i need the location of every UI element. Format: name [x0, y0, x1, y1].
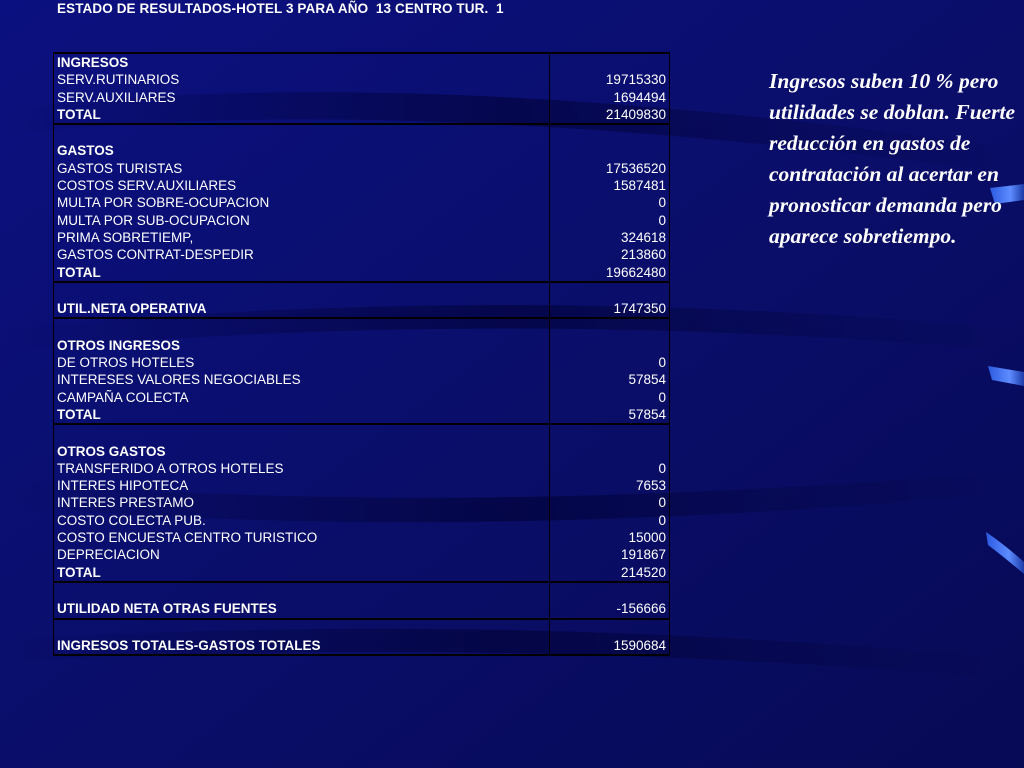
- row-label: CAMPAÑA COLECTA: [54, 389, 550, 406]
- row-value: [550, 282, 670, 300]
- row-label: [54, 424, 550, 442]
- row-value: 1590684: [550, 637, 670, 655]
- row-value: 0: [550, 194, 670, 211]
- table-row: [54, 460, 670, 477]
- row-value: 0: [550, 354, 670, 371]
- row-value: 1587481: [550, 177, 670, 194]
- table-row: [54, 443, 670, 460]
- row-label: [54, 282, 550, 300]
- spacer-row: [54, 282, 670, 300]
- table-row: [54, 512, 670, 529]
- row-label: TOTAL: [54, 564, 550, 582]
- table-row: [54, 300, 670, 318]
- row-label: [54, 124, 550, 142]
- spacer-row: [54, 124, 670, 142]
- row-label: TOTAL: [54, 264, 550, 282]
- row-value: [550, 53, 670, 71]
- row-value: [550, 318, 670, 336]
- row-value: 15000: [550, 529, 670, 546]
- income-statement-table: [53, 52, 670, 656]
- statement-title: ESTADO DE RESULTADOS-HOTEL 3 PARA AÑO 13 CENTRO TUR. 1: [57, 1, 504, 16]
- row-label: OTROS GASTOS: [54, 443, 550, 460]
- table-row: [54, 53, 670, 71]
- spacer-row: [54, 318, 670, 336]
- table-row: [54, 264, 670, 282]
- row-value: 19662480: [550, 264, 670, 282]
- row-label: COSTO ENCUESTA CENTRO TURISTICO: [54, 529, 550, 546]
- row-value: 0: [550, 494, 670, 511]
- row-value: 191867: [550, 546, 670, 563]
- table-row: [54, 389, 670, 406]
- spacer-row: [54, 424, 670, 442]
- row-label: INTERES PRESTAMO: [54, 494, 550, 511]
- table-row: [54, 477, 670, 494]
- row-value: 57854: [550, 406, 670, 424]
- table-row: [54, 229, 670, 246]
- row-value: [550, 619, 670, 637]
- row-label: [54, 582, 550, 600]
- row-label: SERV.RUTINARIOS: [54, 71, 550, 88]
- row-label: GASTOS TURISTAS: [54, 160, 550, 177]
- row-label: [54, 619, 550, 637]
- row-value: 17536520: [550, 160, 670, 177]
- table-row: [54, 142, 670, 159]
- row-label: DEPRECIACION: [54, 546, 550, 563]
- row-label: GASTOS: [54, 142, 550, 159]
- row-label: INGRESOS TOTALES-GASTOS TOTALES: [54, 637, 550, 655]
- table-row: [54, 337, 670, 354]
- row-label: SERV.AUXILIARES: [54, 89, 550, 106]
- table-row: [54, 71, 670, 88]
- row-label: TOTAL: [54, 106, 550, 124]
- spacer-row: [54, 582, 670, 600]
- table-row: [54, 546, 670, 563]
- table-row: [54, 637, 670, 655]
- row-label: TRANSFERIDO A OTROS HOTELES: [54, 460, 550, 477]
- table-row: [54, 600, 670, 618]
- table-row: [54, 212, 670, 229]
- row-label: MULTA POR SUB-OCUPACION: [54, 212, 550, 229]
- table-row: [54, 106, 670, 124]
- row-value: 19715330: [550, 71, 670, 88]
- row-label: COSTOS SERV.AUXILIARES: [54, 177, 550, 194]
- row-label: DE OTROS HOTELES: [54, 354, 550, 371]
- row-label: COSTO COLECTA PUB.: [54, 512, 550, 529]
- row-value: 1694494: [550, 89, 670, 106]
- row-value: [550, 124, 670, 142]
- table-row: [54, 371, 670, 388]
- table-row: [54, 529, 670, 546]
- commentary-note: Ingresos suben 10 % pero utilidades se doblan. Fuerte reducción en gastos de contratación al acertar en pronosticar demanda pero aparece sobretiempo.: [769, 69, 1016, 248]
- row-value: 214520: [550, 564, 670, 582]
- row-label: INGRESOS: [54, 53, 550, 71]
- row-value: [550, 582, 670, 600]
- row-label: PRIMA SOBRETIEMP,: [54, 229, 550, 246]
- row-value: -156666: [550, 600, 670, 618]
- row-label: [54, 318, 550, 336]
- row-label: UTIL.NETA OPERATIVA: [54, 300, 550, 318]
- row-value: 0: [550, 460, 670, 477]
- table-row: [54, 194, 670, 211]
- row-label: INTERES HIPOTECA: [54, 477, 550, 494]
- row-value: 0: [550, 512, 670, 529]
- row-value: 57854: [550, 371, 670, 388]
- row-value: [550, 424, 670, 442]
- row-value: 324618: [550, 229, 670, 246]
- row-value: 7653: [550, 477, 670, 494]
- row-value: [550, 337, 670, 354]
- row-value: [550, 443, 670, 460]
- table-row: [54, 89, 670, 106]
- row-value: 21409830: [550, 106, 670, 124]
- table-row: [54, 354, 670, 371]
- spacer-row: [54, 619, 670, 637]
- row-value: 0: [550, 212, 670, 229]
- table-row: [54, 494, 670, 511]
- row-label: UTILIDAD NETA OTRAS FUENTES: [54, 600, 550, 618]
- table-row: [54, 564, 670, 582]
- row-label: GASTOS CONTRAT-DESPEDIR: [54, 246, 550, 263]
- table-row: [54, 160, 670, 177]
- row-label: INTERESES VALORES NEGOCIABLES: [54, 371, 550, 388]
- table-row: [54, 177, 670, 194]
- row-value: 0: [550, 389, 670, 406]
- row-label: OTROS INGRESOS: [54, 337, 550, 354]
- table-row: [54, 406, 670, 424]
- row-value: 1747350: [550, 300, 670, 318]
- row-label: MULTA POR SOBRE-OCUPACION: [54, 194, 550, 211]
- row-label: TOTAL: [54, 406, 550, 424]
- row-value: 213860: [550, 246, 670, 263]
- table-row: [54, 246, 670, 263]
- row-value: [550, 142, 670, 159]
